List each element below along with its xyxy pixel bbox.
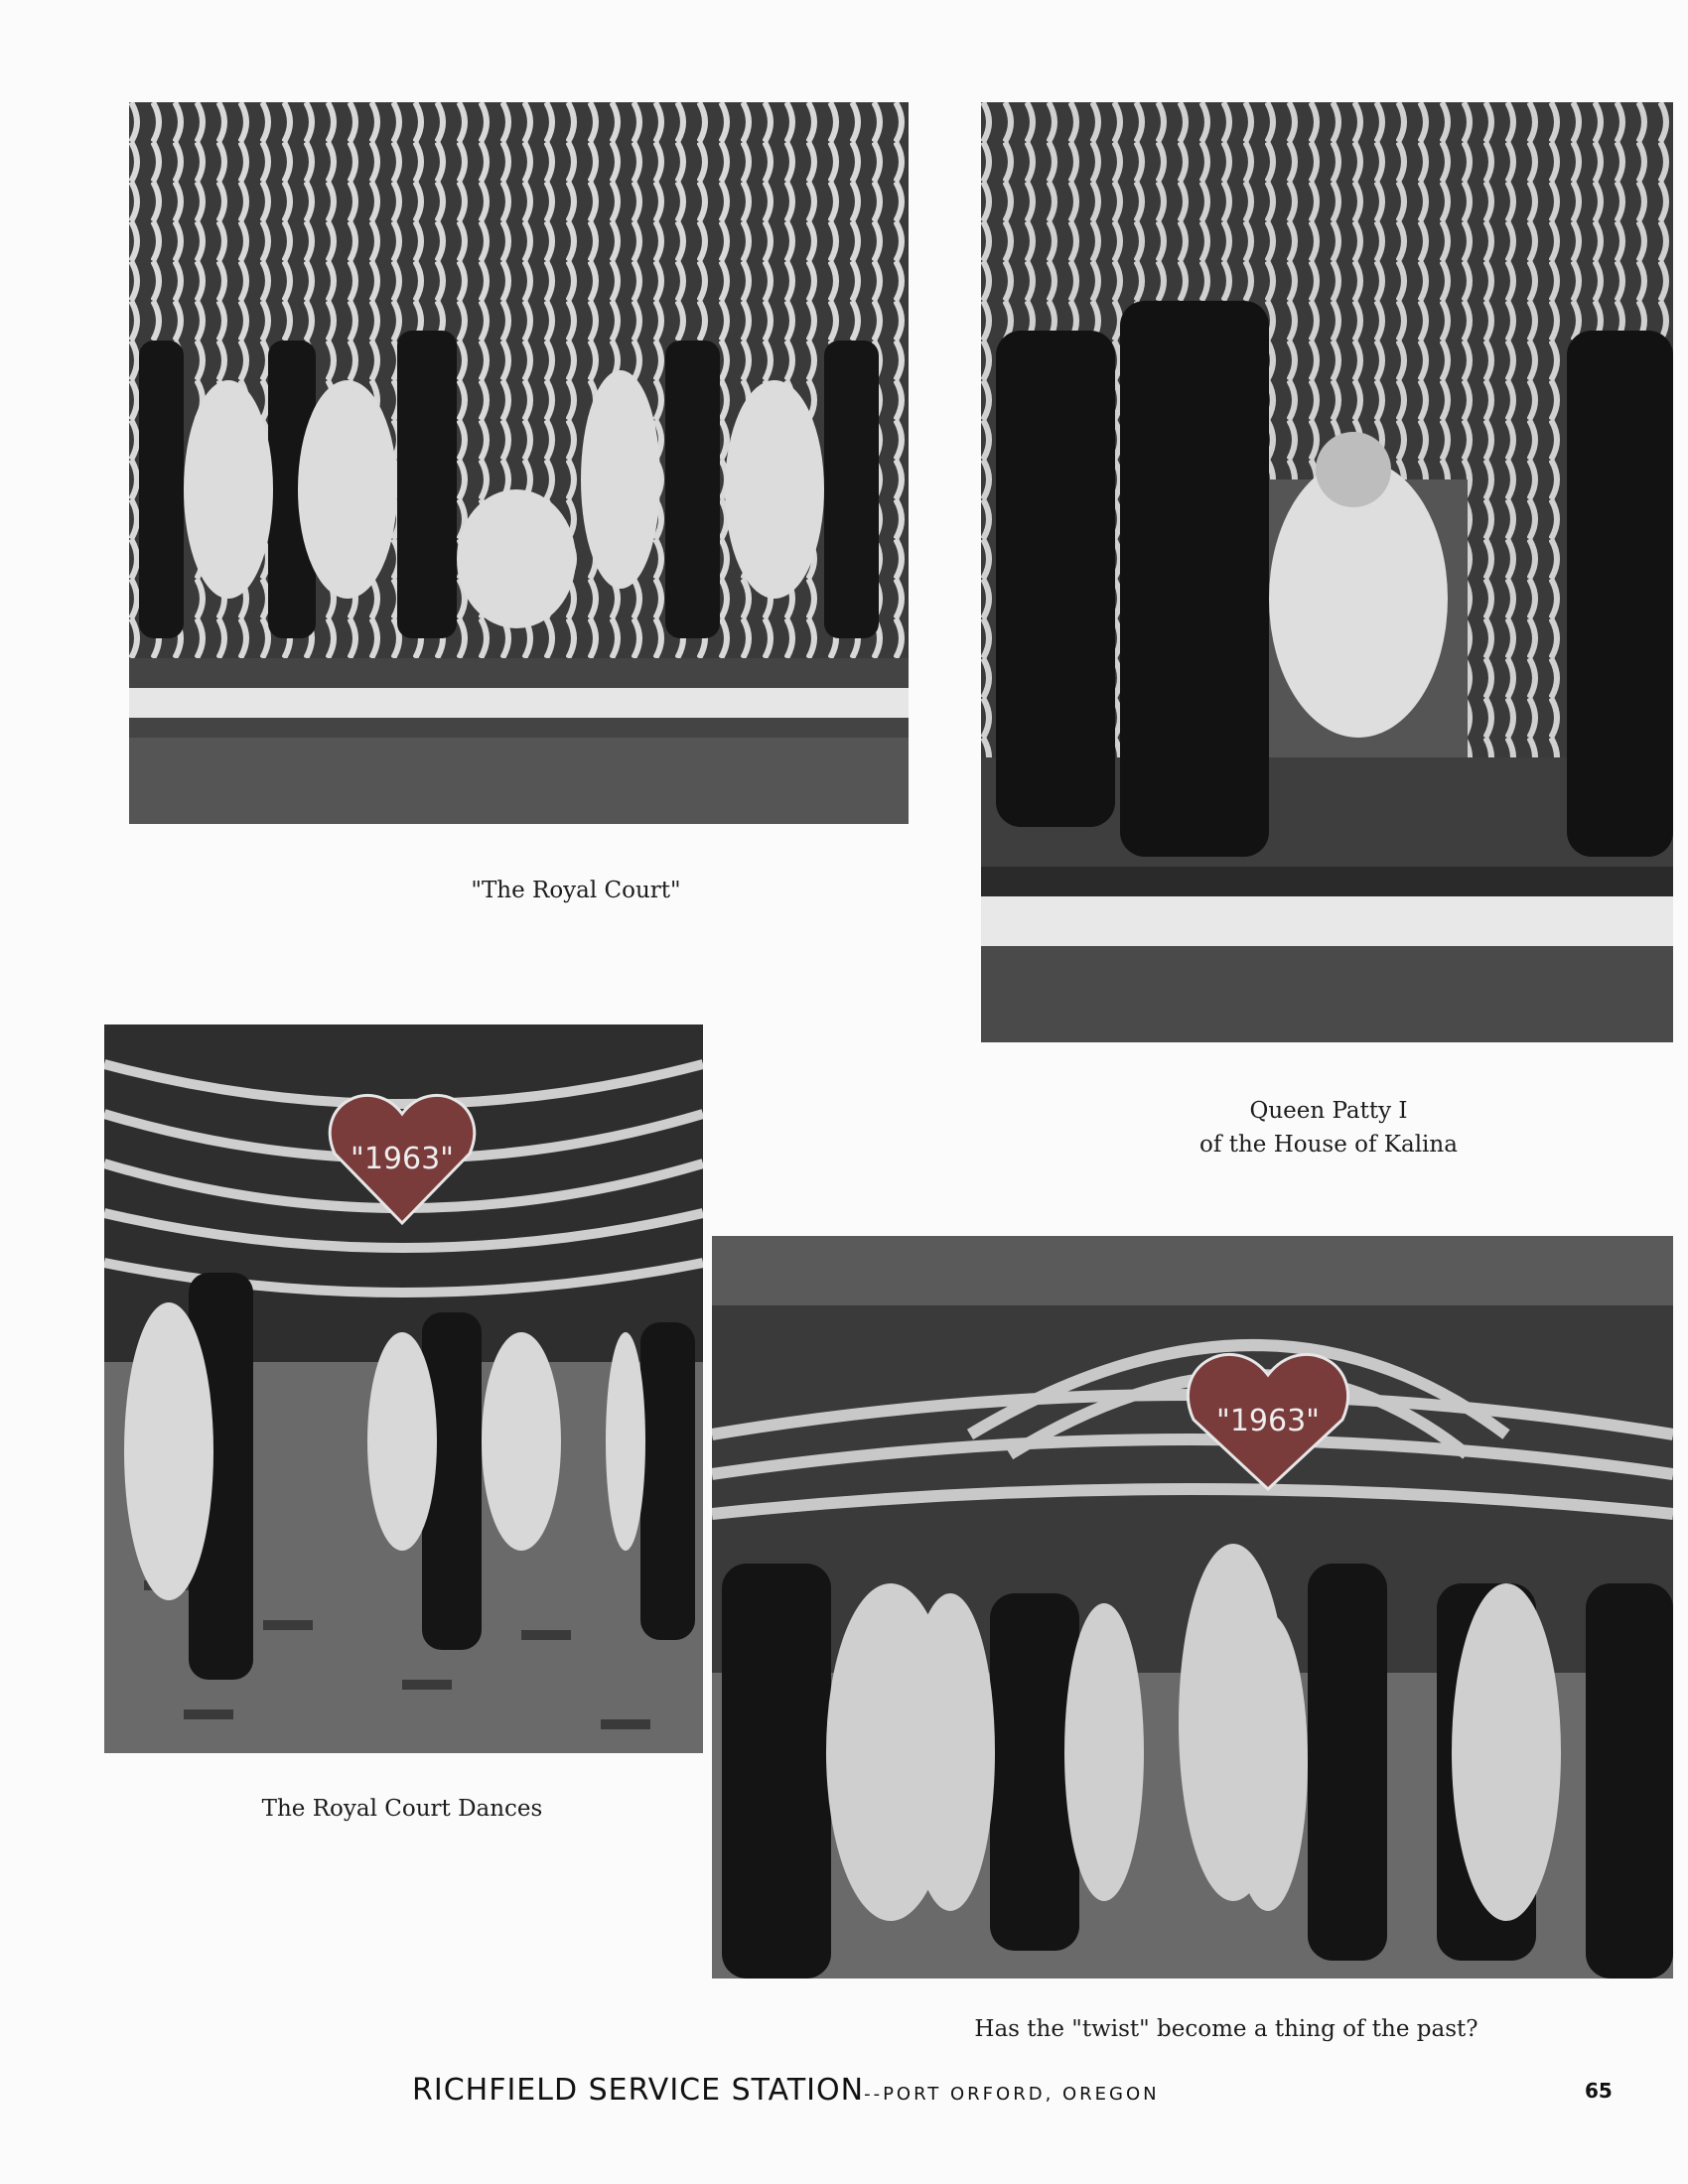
- royal-court-photo: [129, 102, 909, 824]
- queen-caption-line2: of the House of Kalina: [1199, 1132, 1458, 1158]
- sponsor-name: RICHFIELD SERVICE STATION: [412, 2073, 865, 2108]
- queen-caption: [1140, 1094, 1517, 1161]
- dances-heart-label: "1963": [351, 1142, 454, 1176]
- sponsor-line: [412, 2073, 1160, 2108]
- twist-photo: [712, 1236, 1673, 1979]
- twist-caption: Has the "twist" become a thing of the past?: [974, 2016, 1478, 2042]
- twist-heart-label: "1963": [1216, 1404, 1320, 1438]
- dances-photo: [104, 1024, 703, 1753]
- royal-court-caption: "The Royal Court": [471, 878, 681, 903]
- page-number: 65: [1585, 2079, 1613, 2103]
- queen-caption-line1: Queen Patty I: [1249, 1098, 1408, 1124]
- sponsor-location: --PORT ORFORD, OREGON: [864, 2084, 1160, 2105]
- dances-caption: The Royal Court Dances: [261, 1796, 543, 1822]
- queen-photo: [981, 102, 1673, 1042]
